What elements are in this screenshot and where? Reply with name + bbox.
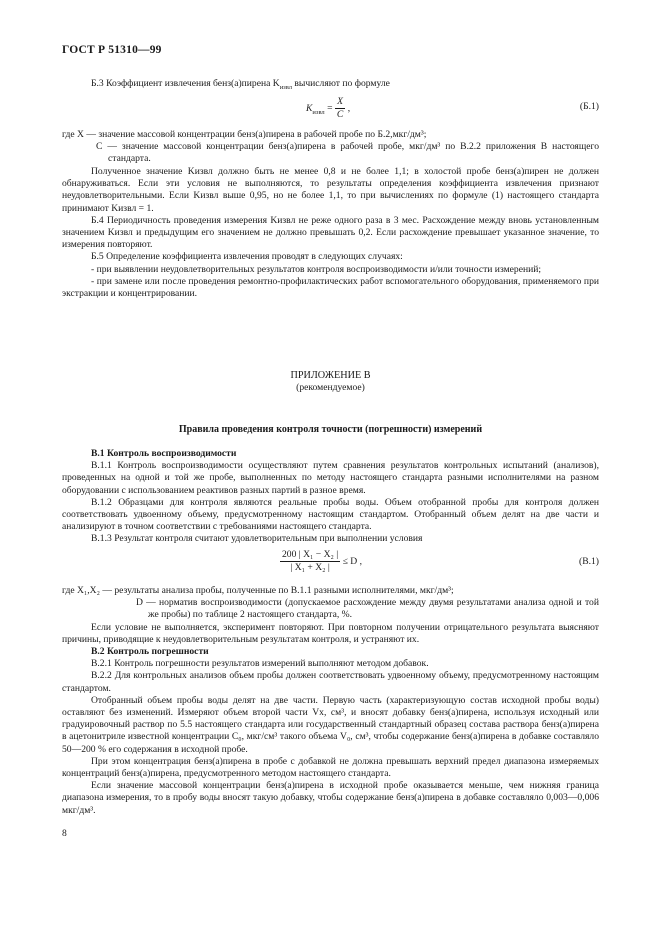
v12-paragraph: В.1.2 Образцами для контроля являются реальные пробы воды. Объем отобранной пробы для контроля должен соответствовать удвоенному объему, предусмотренному настоящим стандартом. Отобранный объем делят на две части и анализируют в точном соответствии с требованиями настоящего стандарта. bbox=[62, 496, 599, 533]
formula-v1-fraction bbox=[280, 549, 340, 574]
v13-result-paragraph: Если условие не выполняется, эксперимент повторяют. При повторном получении отрицательного результата выясняют причины, приводящие к неудовлетворительным результатам контроля, и устраняют их. bbox=[62, 621, 599, 645]
b3-intro-sub: извл bbox=[279, 83, 292, 91]
v1-heading: В.1 Контроль воспроизводимости bbox=[91, 448, 237, 459]
formula-b1-denominator: C bbox=[336, 109, 344, 121]
formula-b1-numerator: X bbox=[335, 96, 345, 109]
b4-paragraph: Б.4 Периодичность проведения измерения Kизвл не реже одного раза в 3 мес. Расхождение между вновь установленным значением Kизвл и предыдущим его значением не должно превышать 0,2. Если расхождение превышает указанное значение, то измерения повторяют. bbox=[62, 214, 599, 251]
where-x1x2: где X₁,X₂ — результаты анализа пробы, полученные по В.1.1 разными исполнителями, мкг/дм³; bbox=[62, 585, 454, 596]
where-block-b1 bbox=[62, 129, 599, 166]
b5-paragraph: Б.5 Определение коэффициента извлечения проводят в следующих случаях: bbox=[91, 251, 403, 263]
v2-heading: В.2 Контроль погрешности bbox=[91, 646, 209, 658]
formula-b1 bbox=[306, 96, 350, 121]
formula-v1 bbox=[280, 549, 362, 574]
v22-paragraph-4: Если значение массовой концентрации бенз(а)пирена в исходной пробе оказывается меньше, чем нижняя граница диапазона измерения, то в пробу воды вносят такую добавку, чтобы содержание бенз(а)пирена в добавке составляло 0,003—0,006 мкг/дм³. bbox=[62, 780, 599, 816]
appendix-subtitle: (рекомендуемое) bbox=[296, 382, 365, 393]
page-number: 8 bbox=[62, 828, 67, 839]
standard-header: ГОСТ Р 51310—99 bbox=[62, 44, 162, 56]
formula-b1-lhs: K bbox=[306, 102, 313, 114]
b3-intro-tail: вычисляют по формуле bbox=[291, 78, 390, 89]
b3-intro-text: Б.3 Коэффициент извлечения бенз(а)пирена K bbox=[91, 78, 280, 89]
formula-v1-number: (В.1) bbox=[579, 556, 599, 567]
v22-paragraph-3: При этом концентрация бенз(а)пирена в пробе с добавкой не должна превышать верхний предел диапазона измеряемых концентраций бенз(а)пирена, предусмотренного методом настоящего стандарта. bbox=[62, 755, 599, 780]
section-v1 bbox=[62, 448, 599, 546]
section-b3-body bbox=[62, 166, 599, 300]
b5-list-item-2: - при замене или после проведения ремонтно-профилактических работ вспомогательного оборудования, применяемого при экстракции и концентрировании. bbox=[62, 275, 599, 300]
v22-paragraph-2: Отобранный объем пробы воды делят на две части. Первую часть (характеризующую состав исходной пробы воды) оставляют без изменений. Измеряют объем второй части Vx, см³, и вносят добавку бенз(а)пирена, используя исходный или градуировочный раствор по 5.5 настоящего стандарта или государственный стандартный образец состава раствора бенз(а)пирена в ацетонитриле известной концентрации C₀, мкг/см³ такого объема V₀, см³, чтобы содержание бенз(а)пирена в добавке составляло 50—200 % его содержания в исходной пробе. bbox=[62, 694, 599, 755]
formula-v1-tail: ≤ D , bbox=[340, 555, 362, 567]
b3-paragraph: Полученное значение Kизвл должно быть не менее 0,8 и не более 1,1; в холостой пробе бенз(а)пирен не должен обнаруживаться. Если эти условия не выполняются, то результаты определения коэффициента извлечения признают неудовлетворительными. Если Kизвл выше 0,95, но не более 1,1, то при вычислениях по формуле (1) настоящего стандарта принимают Kизвл = 1. bbox=[62, 166, 599, 214]
appendix-title: ПРИЛОЖЕНИЕ В bbox=[290, 370, 371, 381]
where-block-v1 bbox=[62, 585, 599, 817]
where-d: D — норматив воспроизводимости (допускаемое расхождение между двумя результатами анализа одной и той же пробы) по таблице 2 настоящего стандарта, %. bbox=[136, 597, 599, 621]
formula-v1-denominator: | X₁ + X₂ | bbox=[290, 562, 330, 574]
where-x: где X — значение массовой концентрации бенз(а)пирена в рабочей пробе по Б.2,мкг/дм³; bbox=[62, 129, 427, 140]
formula-b1-fraction bbox=[335, 96, 345, 121]
formula-b1-number: (Б.1) bbox=[579, 101, 599, 112]
formula-b1-eq: = bbox=[324, 102, 335, 114]
formula-b1-lhs-sub: извл bbox=[312, 108, 325, 116]
formula-v1-numerator: 200 | X₁ − X₂ | bbox=[280, 549, 340, 562]
formula-b1-tail: , bbox=[345, 102, 351, 114]
v21-paragraph: В.2.1 Контроль погрешности результатов измерений выполняют методом добавок. bbox=[91, 658, 429, 670]
where-c: C — значение массовой концентрации бенз(а)пирена в рабочей пробе, мкг/дм³ по В.2.2 приложения В настоящего стандарта. bbox=[96, 141, 599, 165]
v22-paragraph: В.2.2 Для контрольных анализов объем пробы должен соответствовать удвоенному объему, предусмотренному настоящим стандартом. bbox=[62, 670, 599, 694]
b5-list-item-1: - при выявлении неудовлетворительных результатов контроля воспроизводимости и/или точности измерений; bbox=[91, 263, 542, 275]
v13-paragraph: В.1.3 Результат контроля считают удовлетворительным при выполнении условия bbox=[91, 533, 423, 545]
section-b3-intro bbox=[62, 78, 599, 90]
appendix-heading: Правила проведения контроля точности (погрешности) измерений bbox=[178, 424, 483, 435]
v11-paragraph: В.1.1 Контроль воспроизводимости осуществляют путем сравнения результатов контрольных испытаний (анализов), проведенных на одной и той же пробе, выполненных по методу настоящего стандарта разными исполнителями на разном оборудовании с использованием реактивов разных партий в разное время. bbox=[62, 460, 599, 496]
